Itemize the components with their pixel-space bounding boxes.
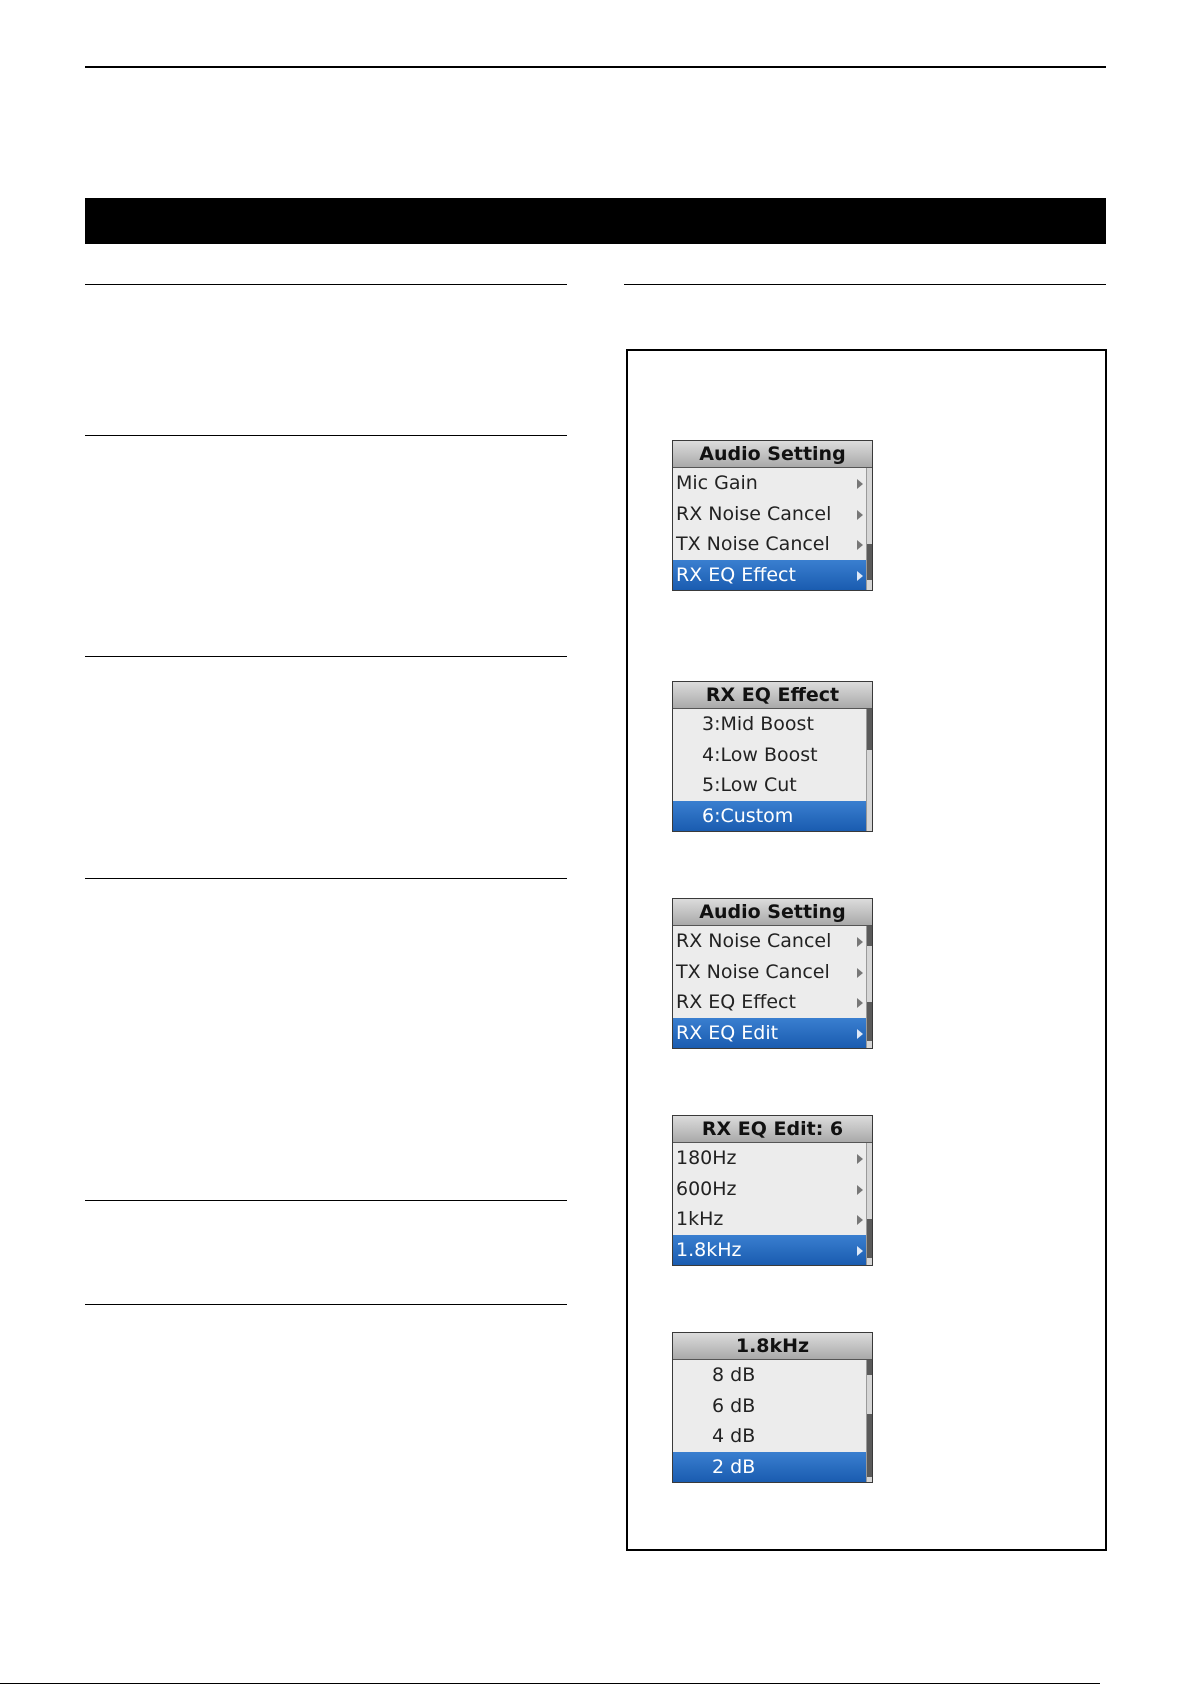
chevron-right-icon — [857, 1215, 863, 1225]
option-label: 5:Low Cut — [702, 774, 797, 796]
scrollbar-thumb[interactable] — [867, 1414, 872, 1477]
menu-item-label: 180Hz — [676, 1147, 737, 1169]
bottom-rule — [0, 1683, 1100, 1684]
option-label: 2 dB — [712, 1455, 756, 1478]
left-section-rule-5 — [85, 1200, 567, 1201]
menu-item-tx-noise-cancel[interactable] — [673, 957, 866, 988]
scrollbar-thumb[interactable] — [867, 1002, 872, 1041]
screen-title: RX EQ Effect — [673, 682, 872, 709]
option-mid-boost[interactable] — [673, 709, 866, 740]
scrollbar[interactable] — [866, 1360, 872, 1482]
option-label: 6:Custom — [702, 804, 794, 827]
chevron-right-icon — [857, 937, 863, 947]
scrollbar-thumb[interactable] — [867, 1219, 872, 1258]
menu-item-label: TX Noise Cancel — [676, 960, 830, 983]
menu-item-rx-eq-effect[interactable] — [673, 987, 866, 1018]
lcd-screen-rx-eq-effect — [672, 681, 873, 832]
option-low-cut[interactable] — [673, 770, 866, 801]
screen-title: Audio Setting — [673, 899, 872, 926]
menu-item-label: RX Noise Cancel — [676, 502, 832, 525]
menu-item-label: RX Noise Cancel — [676, 930, 832, 952]
left-section-rule-3 — [85, 656, 567, 657]
scrollbar[interactable] — [866, 926, 872, 1048]
option-6db[interactable] — [673, 1391, 866, 1422]
left-section-rule-1 — [85, 284, 567, 285]
menu-item-1khz[interactable] — [673, 1204, 866, 1235]
chevron-right-icon — [857, 540, 863, 550]
menu-item-label: RX EQ Edit — [676, 1021, 779, 1044]
screen-title: Audio Setting — [673, 441, 872, 468]
lcd-screen-audio-setting-1 — [672, 440, 873, 591]
scrollbar-thumb[interactable] — [867, 1360, 872, 1375]
option-label: 3:Mid Boost — [702, 713, 814, 735]
menu-item-tx-noise-cancel[interactable] — [673, 529, 866, 560]
menu-item-1-8khz[interactable] — [673, 1235, 866, 1266]
scrollbar[interactable] — [866, 709, 872, 831]
left-section-rule-4 — [85, 878, 567, 879]
menu-item-label: 1.8kHz — [676, 1238, 742, 1261]
menu-item-rx-noise-cancel[interactable] — [673, 926, 866, 957]
chevron-right-icon — [857, 1154, 863, 1164]
menu-item-rx-noise-cancel[interactable] — [673, 499, 866, 530]
chevron-right-icon — [857, 998, 863, 1008]
section-header-bar — [85, 198, 1106, 244]
menu-item-600hz[interactable] — [673, 1174, 866, 1205]
screen-title: 1.8kHz — [673, 1333, 872, 1360]
option-label: 8 dB — [712, 1364, 756, 1386]
option-label: 4 dB — [712, 1425, 756, 1447]
scrollbar-thumb[interactable] — [867, 544, 872, 581]
option-low-boost[interactable] — [673, 740, 866, 771]
option-8db[interactable] — [673, 1360, 866, 1391]
menu-item-rx-eq-effect[interactable] — [673, 560, 866, 591]
chevron-right-icon — [857, 1185, 863, 1195]
menu-item-label: Mic Gain — [676, 472, 758, 494]
lcd-screen-1-8khz-level — [672, 1332, 873, 1483]
left-section-rule-2 — [85, 435, 567, 436]
chevron-right-icon — [857, 968, 863, 978]
scrollbar[interactable] — [866, 1143, 872, 1265]
chevron-right-icon — [857, 571, 863, 581]
option-label: 4:Low Boost — [702, 743, 818, 766]
scrollbar-thumb[interactable] — [867, 709, 872, 750]
chevron-right-icon — [857, 1029, 863, 1039]
lcd-screen-rx-eq-edit — [672, 1115, 873, 1266]
screen-list — [673, 1143, 872, 1265]
screen-list — [673, 709, 872, 831]
scrollbar[interactable] — [866, 468, 872, 590]
top-rule — [85, 66, 1106, 68]
screen-list — [673, 468, 872, 590]
scrollbar-thumb[interactable] — [867, 926, 872, 946]
screen-title: RX EQ Edit: 6 — [673, 1116, 872, 1143]
menu-item-label: TX Noise Cancel — [676, 533, 830, 555]
right-section-rule — [624, 284, 1106, 285]
option-4db[interactable] — [673, 1421, 866, 1452]
chevron-right-icon — [857, 510, 863, 520]
option-label: 6 dB — [712, 1394, 756, 1417]
chevron-right-icon — [857, 479, 863, 489]
menu-item-label: RX EQ Effect — [676, 563, 796, 586]
menu-item-mic-gain[interactable] — [673, 468, 866, 499]
menu-item-180hz[interactable] — [673, 1143, 866, 1174]
left-section-rule-6 — [85, 1304, 567, 1305]
menu-item-label: RX EQ Effect — [676, 991, 796, 1013]
chevron-right-icon — [857, 1246, 863, 1256]
menu-item-label: 600Hz — [676, 1177, 737, 1200]
screen-list — [673, 1360, 872, 1482]
menu-item-label: 1kHz — [676, 1208, 724, 1230]
screen-list — [673, 926, 872, 1048]
menu-item-rx-eq-edit[interactable] — [673, 1018, 866, 1049]
lcd-screen-audio-setting-2 — [672, 898, 873, 1049]
option-2db[interactable] — [673, 1452, 866, 1483]
option-custom[interactable] — [673, 801, 866, 832]
